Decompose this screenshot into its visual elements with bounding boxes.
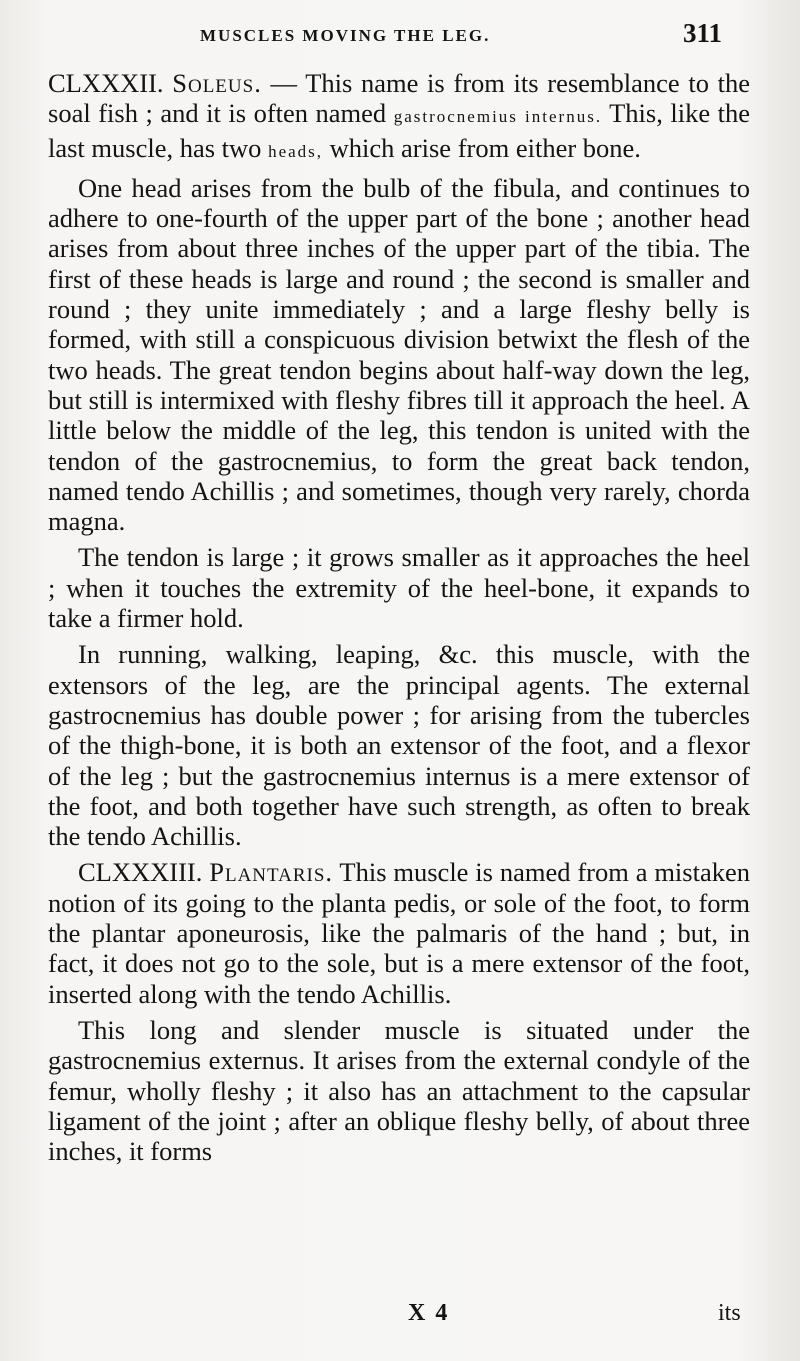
heads-word: heads, (268, 141, 324, 161)
muscle-name-soleus: Soleus. (172, 68, 262, 98)
paragraph-plantaris-origin: This long and slender muscle is situated under the gastrocnemius externus. It arises from the external condyle of the femur, wholly fleshy ; it also has an attachment to the capsular ligament of the joint ; after an oblique fleshy belly, of about three inches, it forms (48, 1014, 750, 1167)
paragraph-text: — This name is from its resemblance to the soal fish ; and it is often named (48, 68, 751, 129)
running-head: MUSCLES MOVING THE LEG. (200, 26, 491, 45)
muscle-name-plantaris: Plantaris. (209, 857, 334, 888)
page-number: 311 (683, 18, 723, 48)
section-number: CLXXXIII. (78, 857, 203, 888)
paragraph-soleus-action: In running, walking, leaping, &c. this muscle, with the extensors of the leg, are the principal agents. The external gastrocnemius has double power ; for arising from the tubercles of the thigh-bone, it is both an extensor of the foot, and a flexor of the leg ; but the gastrocnemius internus is a mere extensor of the foot, and both together have such strength, as often to break the tendo Achillis. (48, 639, 750, 852)
body-text (48, 68, 750, 1172)
alt-muscle-name: gastrocnemius internus. (393, 107, 603, 127)
paragraph-soleus-origin: One head arises from the bulb of the fibula, and continues to adhere to one-fourth of the upper part of the bone ; another head arises from about three inches of the upper part of the tibia. The first of these heads is large and round ; the second is smaller and round ; they unite immediately ; and a large fleshy belly is formed, with still a conspicuous division betwixt the flesh of the two heads. The great tendon begins about half-way down the leg, but still is intermixed with fleshy fibres till it approach the heel. A little below the middle of the leg, this tendon is united with the tendon of the gastrocnemius, to form the great back tendon, named tendo Achillis ; and sometimes, though very rarely, chorda magna. (48, 172, 750, 537)
paragraph-text: which arise from either bone. (323, 132, 641, 163)
signature-mark: X 4 (408, 1300, 450, 1326)
catchword: its (718, 1300, 741, 1326)
paragraph-text: This muscle is named from a mistaken notion of its going to the planta pedis, or sole of the foot, to form the plantar aponeurosis, like the palmaris of the hand ; but, in fact, it does not go to the sole, but is a mere extensor of the foot, inserted along with the tendo Achillis. (48, 857, 750, 1009)
paragraph-plantaris-intro (48, 857, 750, 1008)
paragraph-soleus-intro (48, 68, 750, 167)
section-number: CLXXXII. (48, 68, 164, 98)
paragraph-soleus-tendon: The tendon is large ; it grows smaller as it approaches the heel ; when it touches the extremity of the heel-bone, it expands to take a firmer hold. (48, 542, 750, 634)
paragraph-text: This, like the last muscle, has two (48, 98, 751, 163)
